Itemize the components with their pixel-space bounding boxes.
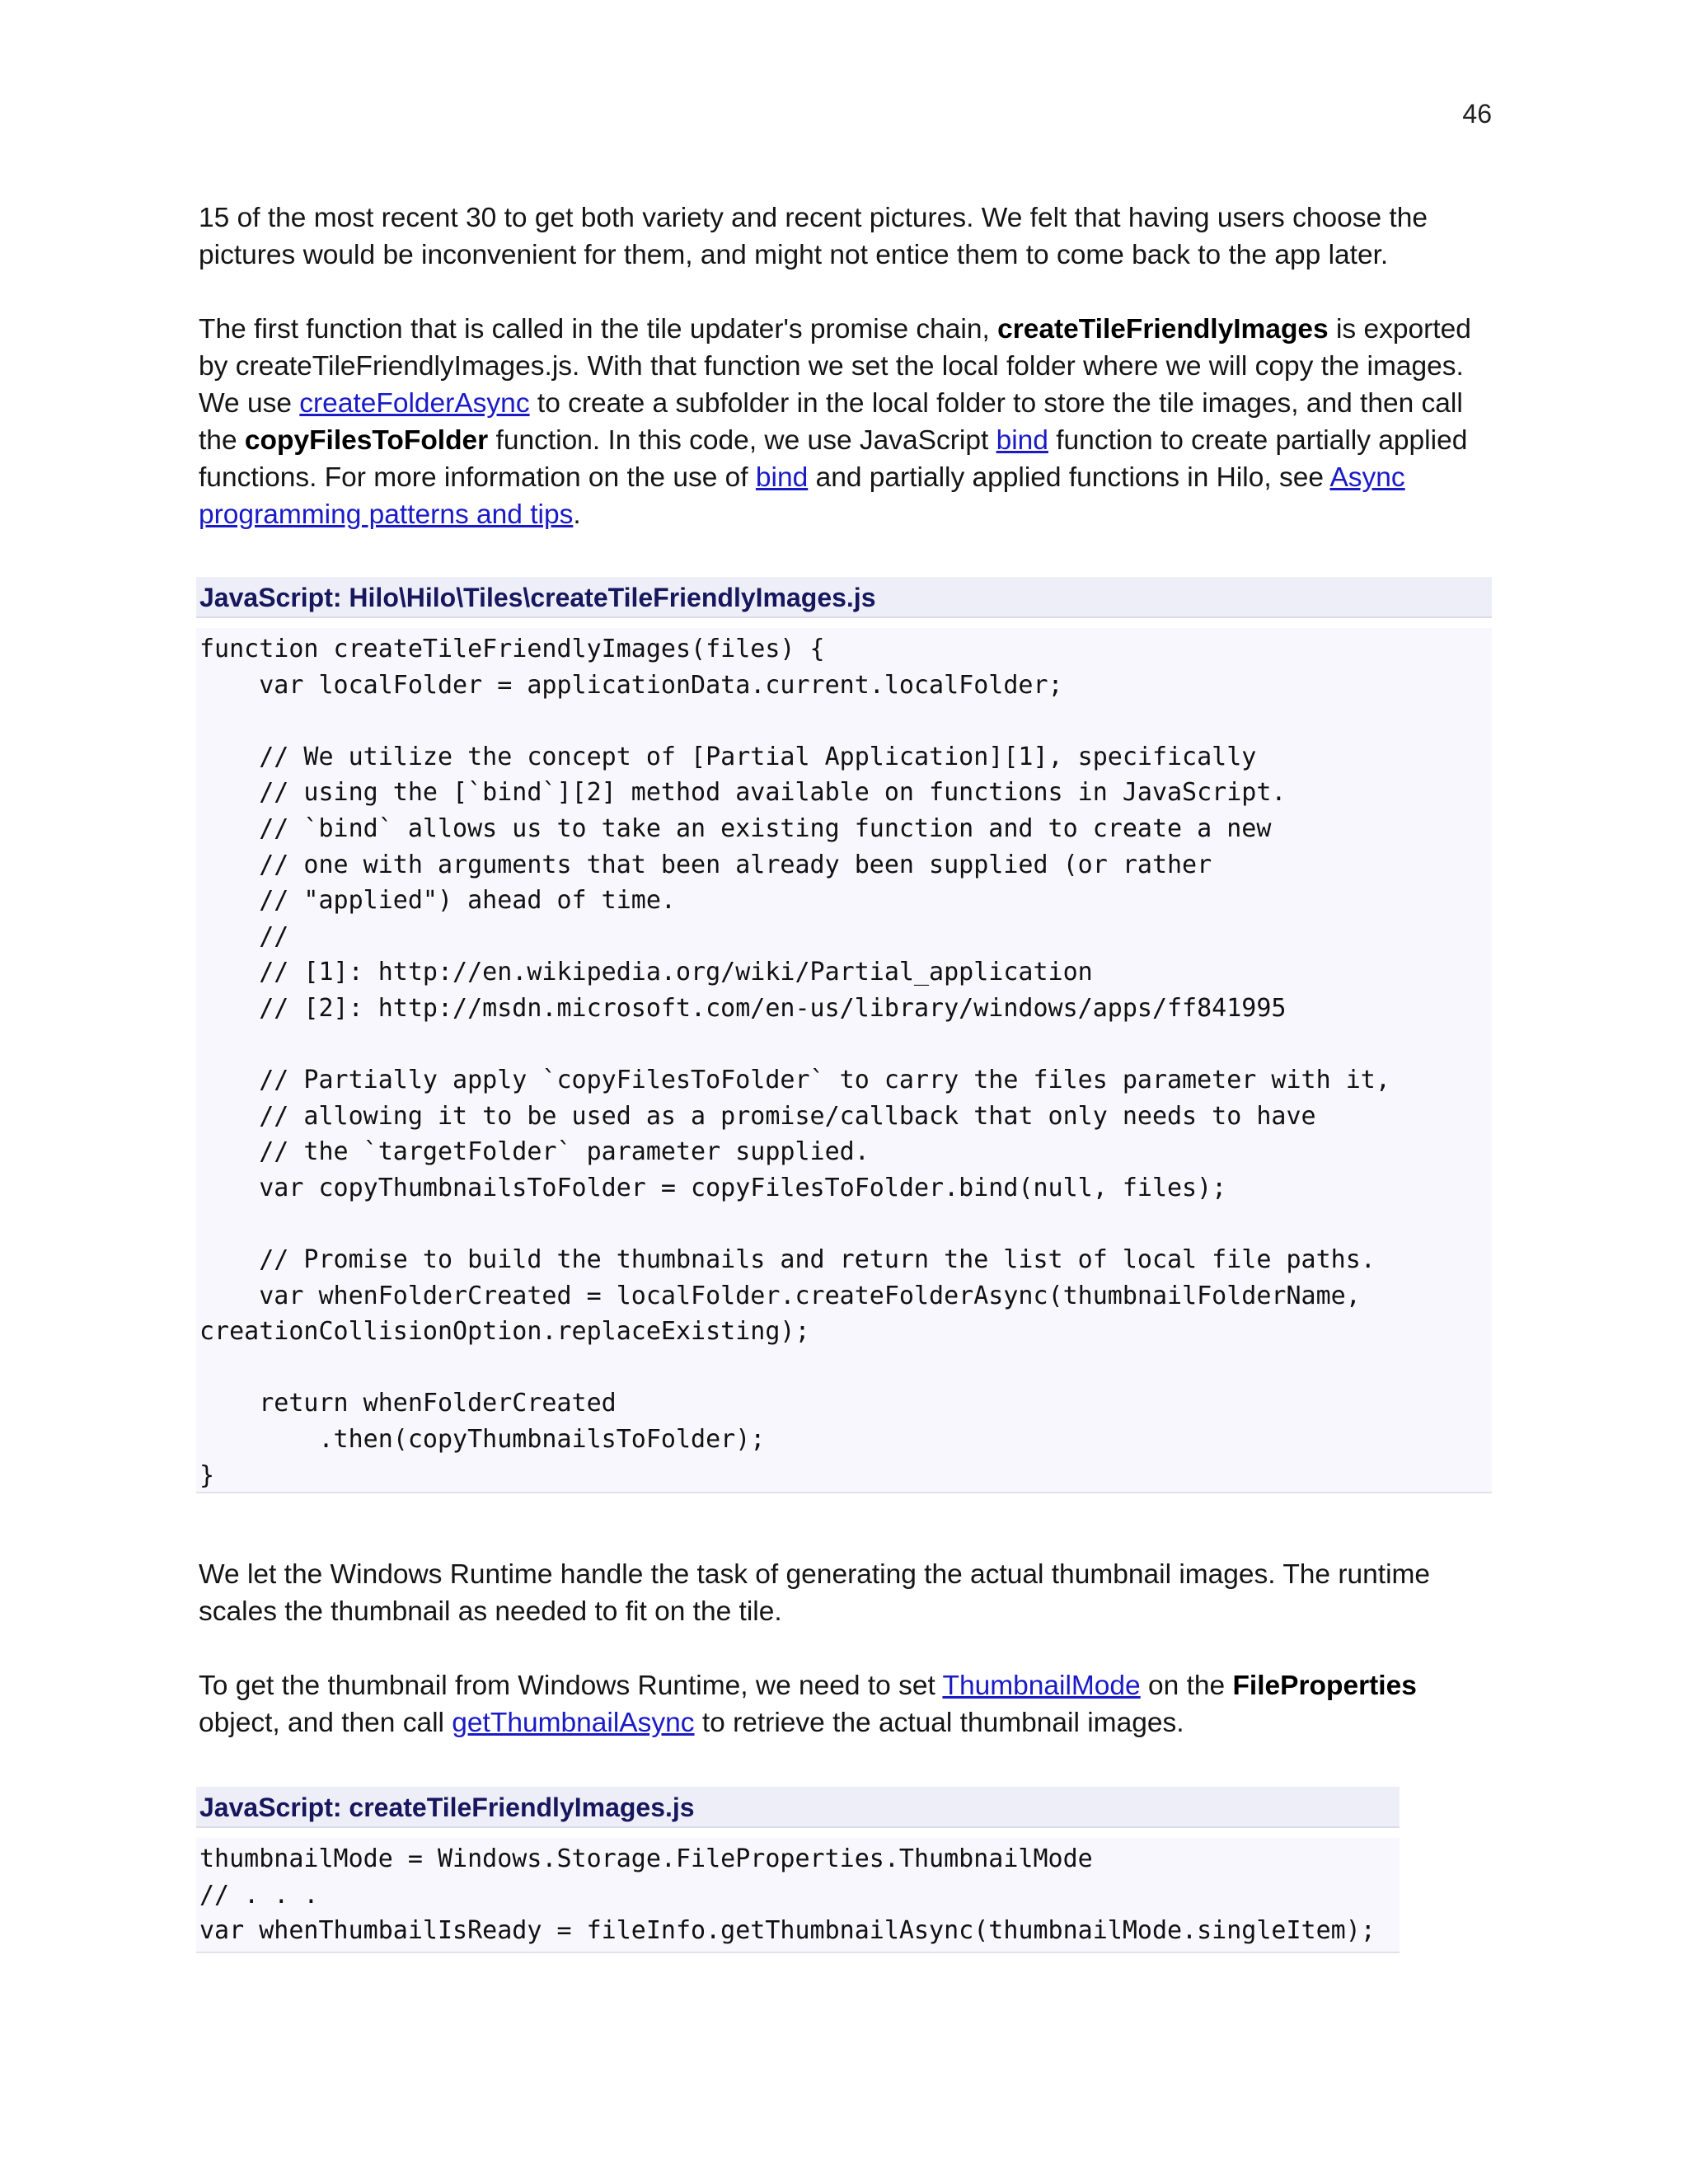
text-segment: To get the thumbnail from Windows Runtime, we need to set <box>199 1671 943 1701</box>
thumbnail-mode-link[interactable]: ThumbnailMode <box>942 1671 1141 1701</box>
code-block <box>196 628 1492 1493</box>
paragraph-create-tile-friendly-images <box>199 311 1493 533</box>
create-folder-async-link[interactable]: createFolderAsync <box>299 388 530 419</box>
bind-link-2[interactable]: bind <box>755 462 809 493</box>
page-number: 46 <box>1462 99 1492 129</box>
bind-link[interactable]: bind <box>996 425 1048 456</box>
paragraph-get-thumbnail <box>199 1667 1493 1741</box>
text-segment: . <box>573 499 581 530</box>
code-block <box>196 1838 1400 1953</box>
text-segment: to create a subfolder in the local folder to store the tile images, and then call the <box>199 388 1463 456</box>
code-listing: function createTileFriendlyImages(files) { var localFolder = applicationData.current.localFolder; // We utilize the concept of [Partial Application][1], specifically // using the [`bind`][2] method available on functions in JavaScript. // `bind` allows us to take an existing function and to create a new // one with arguments that been already been supplied (or rather // "applied") ahead of time. // // [1]: http://en.wikipedia.org/wiki/Partial_application // [2]: http://msdn.microsoft.com/en-us/library/windows/apps/ff841995 // Partially apply `copyFilesToFolder` to carry the files parameter with it, // allowing it to be used as a promise/callback that only needs to have // the `targetFolder` parameter supplied. var copyThumbnailsToFolder = copyFilesToFolder.bind(null, files); // Promise to build the thumbnails and return the list of local file paths. var whenFolderCreated = localFolder.createFolderAsync(thumbnailFolderName, creationCollisionOption.replaceExisting); return whenFolderCreated .then(copyThumbnailsToFolder); } <box>199 635 1390 1490</box>
paragraph-windows-runtime: We let the Windows Runtime handle the task of generating the actual thumbnail images. The runtime scales the thumbnail as needed to fit on the tile. <box>199 1559 1431 1627</box>
paragraph-intro: 15 of the most recent 30 to get both variety and recent pictures. We felt that having users choose the pictures would be inconvenient for them, and might not entice them to come back to the app later. <box>199 203 1428 270</box>
text-segment: function. In this code, we use JavaScript <box>488 425 996 456</box>
function-name-create-tile-friendly-images: createTileFriendlyImages <box>997 314 1329 344</box>
text-segment: The first function that is called in the tile updater's promise chain, <box>199 314 998 344</box>
text-segment: function to create partially applied functions. For more information on the use of <box>199 425 1468 493</box>
async-programming-patterns-link[interactable]: Async programming patterns and tips <box>199 462 1405 530</box>
text-segment: to retrieve the actual thumbnail images. <box>694 1708 1184 1738</box>
text-segment: and partially applied functions in Hilo, see <box>808 462 1330 493</box>
get-thumbnail-async-link[interactable]: getThumbnailAsync <box>452 1708 695 1738</box>
code-block-title: JavaScript: createTileFriendlyImages.js <box>196 1787 1400 1828</box>
text-segment: object, and then call <box>199 1708 452 1738</box>
function-name-copy-files-to-folder: copyFilesToFolder <box>244 425 489 456</box>
code-listing: thumbnailMode = Windows.Storage.FileProperties.ThumbnailMode // . . . var whenThumbailIsReady = fileInfo.getThumbnailAsync(thumbnailMode.singleItem); <box>199 1844 1376 1946</box>
code-block-title: JavaScript: Hilo\Hilo\Tiles\createTileFriendlyImages.js <box>196 577 1492 618</box>
text-segment: on the <box>1140 1671 1233 1701</box>
text-segment: is exported by createTileFriendlyImages.js. With that function we set the local folder where we will copy the images. We use <box>199 314 1471 419</box>
file-properties-name: FileProperties <box>1232 1671 1417 1701</box>
